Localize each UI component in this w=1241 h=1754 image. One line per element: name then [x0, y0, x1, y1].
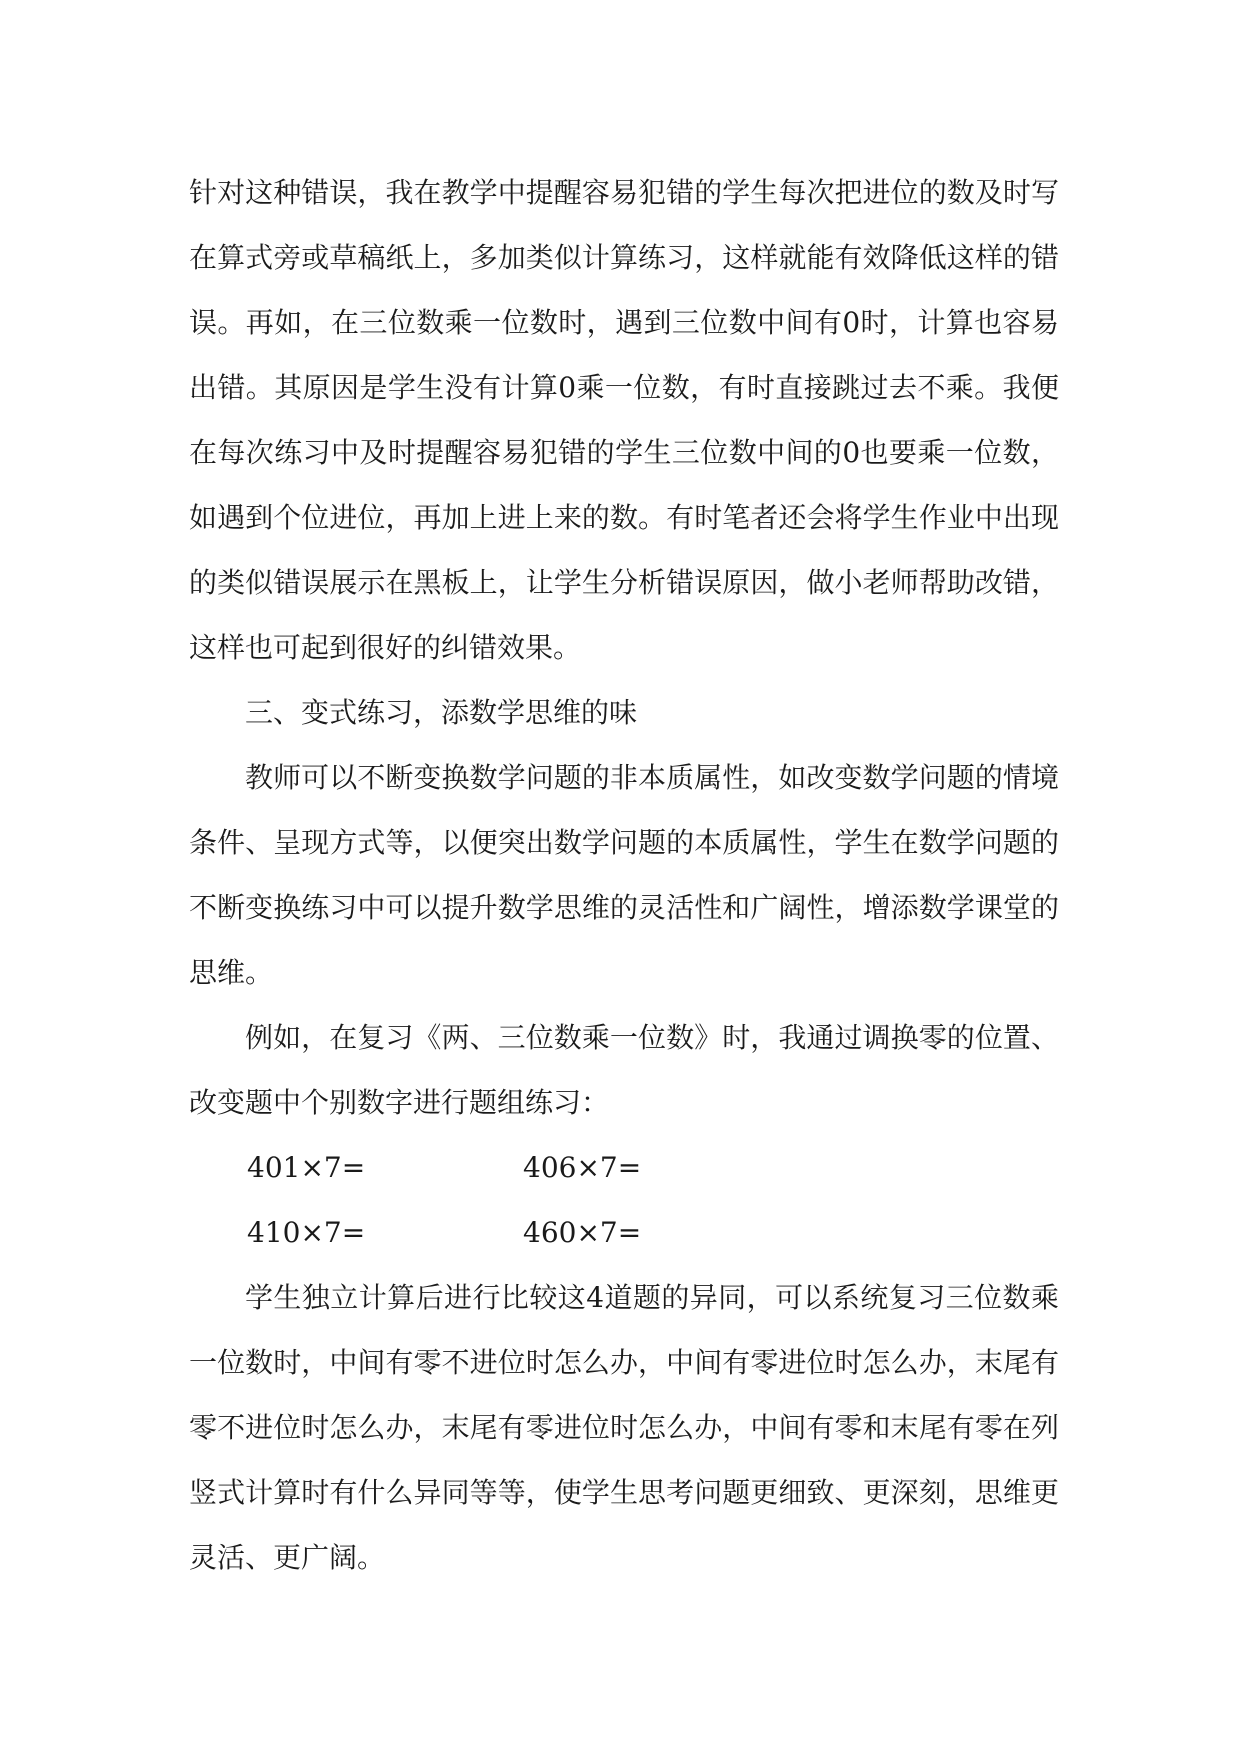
section-heading: 三、变式练习，添数学思维的味 [245, 696, 638, 729]
document-body [189, 160, 1059, 1590]
exercise-expression: 401×7= [247, 1151, 366, 1184]
exercise-row [189, 1200, 1059, 1265]
paragraph-error-correction: 针对这种错误，我在教学中提醒容易犯错的学生每次把进位的数及时写在算式旁或草稿纸上，多加类似计算练习，这样就能有效降低这样的错误。再如，在三位数乘一位数时，遇到三位数中间有0时，计算也容易出错。其原因是学生没有计算0乘一位数，有时直接跳过去不乘。我便在每次练习中及时提醒容易犯错的学生三位数中间的0也要乘一位数，如遇到个位进位，再加上进上来的数。有时笔者还会将学生作业中出现的类似错误展示在黑板上，让学生分析错误原因，做小老师帮助改错，这样也可起到很好的纠错效果。 [189, 176, 1059, 664]
paragraph-example-intro: 例如，在复习《两、三位数乘一位数》时，我通过调换零的位置、改变题中个别数字进行题组练习： [189, 1021, 1059, 1119]
exercise-expression: 460×7= [523, 1216, 642, 1249]
exercise-row [189, 1135, 1059, 1200]
paragraph-comparison-summary: 学生独立计算后进行比较这4道题的异同，可以系统复习三位数乘一位数时，中间有零不进位时怎么办，中间有零进位时怎么办，末尾有零不进位时怎么办，末尾有零进位时怎么办，中间有零和末尾有零在列竖式计算时有什么异同等等，使学生思考问题更细致、更深刻，思维更灵活、更广阔。 [189, 1281, 1059, 1574]
exercise-expression: 406×7= [523, 1151, 642, 1184]
paragraph-variation-practice: 教师可以不断变换数学问题的非本质属性，如改变数学问题的情境条件、呈现方式等，以便突出数学问题的本质属性，学生在数学问题的不断变换练习中可以提升数学思维的灵活性和广阔性，增添数学课堂的思维。 [189, 761, 1059, 989]
exercise-expression: 410×7= [247, 1216, 366, 1249]
